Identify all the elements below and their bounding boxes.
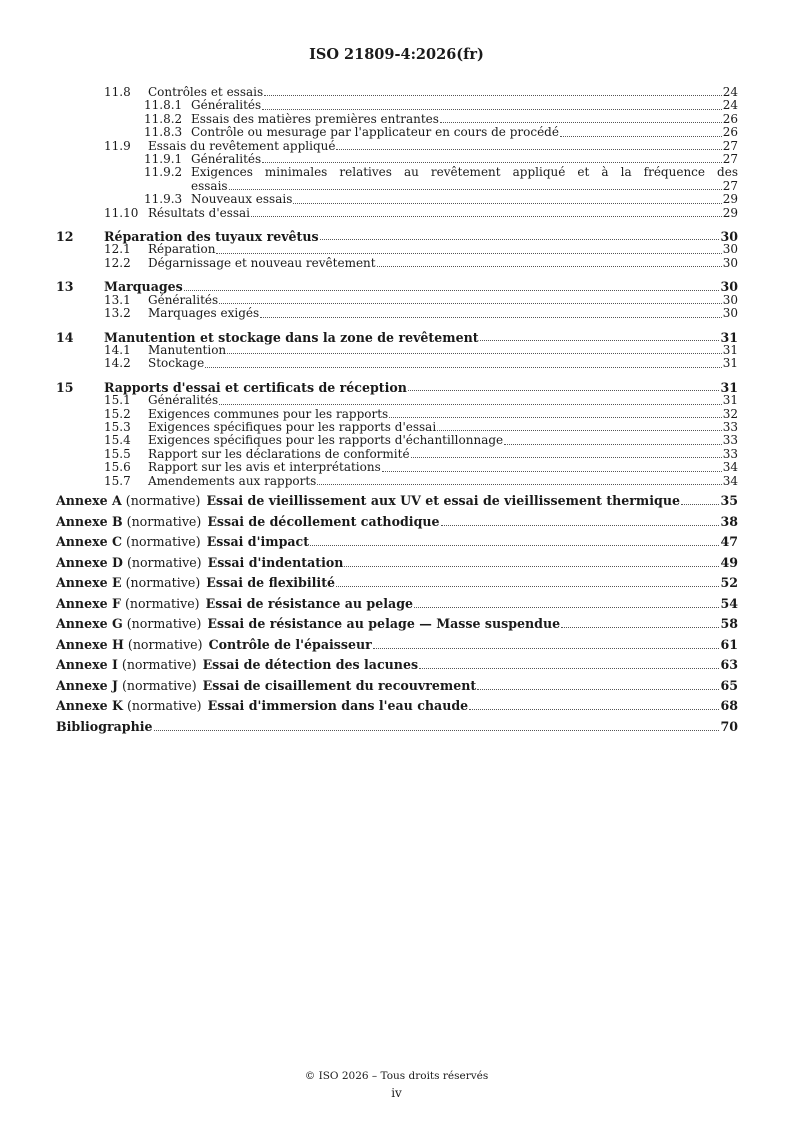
dot-leader: [373, 648, 720, 649]
toc-page: 70: [720, 718, 738, 734]
toc-title: Stockage: [148, 356, 205, 371]
dot-leader: [480, 340, 720, 341]
toc-number: 15.3: [104, 419, 131, 434]
dot-leader: [264, 95, 722, 96]
annex-title: Essai d'impact: [206, 534, 310, 550]
toc-page: 31: [722, 342, 738, 357]
toc-page: 31: [722, 393, 738, 408]
toc-annex-f[interactable]: [56, 597, 738, 611]
annex-title: Essai de détection des lacunes: [202, 657, 419, 673]
toc-number: 12.2: [104, 255, 131, 270]
toc-page: 31: [722, 356, 738, 371]
toc-number: 13.2: [104, 306, 131, 321]
dot-leader: [262, 162, 722, 163]
annex-label: Annexe D: [56, 554, 123, 570]
toc-entry-13[interactable]: [56, 280, 738, 293]
toc-annex-i[interactable]: [56, 658, 738, 672]
toc-title: Manutention: [148, 342, 227, 357]
annex-type: (normative): [126, 698, 202, 714]
annex-title: Contrôle de l'épaisseur: [208, 636, 372, 652]
toc-title: Exigences communes pour les rapports: [148, 406, 389, 421]
annex-type: (normative): [121, 677, 197, 693]
toc-page: 24: [722, 98, 738, 113]
toc-page: 35: [720, 493, 738, 509]
toc-entry-11-8[interactable]: [56, 86, 738, 99]
toc-annex-k[interactable]: [56, 699, 738, 713]
toc-number: 11.8.1: [144, 98, 183, 113]
toc-title: Rapport sur les déclarations de conformité: [148, 446, 410, 461]
toc-page: 47: [720, 534, 738, 550]
toc-number: 14.2: [104, 356, 131, 371]
toc-page: 29: [722, 205, 738, 220]
toc-annex-d[interactable]: [56, 556, 738, 570]
dot-leader: [216, 253, 721, 254]
toc-page: 33: [722, 419, 738, 434]
toc-title: Résultats d'essai: [148, 205, 251, 220]
dot-leader: [411, 457, 722, 458]
annex-type: (normative): [126, 554, 202, 570]
toc-page: 30: [722, 306, 738, 321]
toc-entry-12-2[interactable]: [56, 257, 738, 270]
toc-entry-15-4[interactable]: [56, 434, 738, 447]
annex-label: Annexe H: [56, 636, 124, 652]
toc-number: 13.1: [104, 292, 131, 307]
toc-page: 34: [722, 473, 738, 488]
dot-leader: [389, 417, 722, 418]
toc-page: 58: [720, 616, 738, 632]
toc-title: Contrôles et essais: [148, 85, 264, 99]
toc-page: 68: [720, 698, 738, 714]
annex-title: Essai de vieillissement aux UV et essai de vieillissement thermique: [206, 493, 681, 509]
dot-leader: [504, 444, 722, 445]
annex-title: Essai d'indentation: [207, 554, 344, 570]
toc-annex-a[interactable]: [56, 494, 738, 508]
toc-page: 49: [720, 554, 738, 570]
annex-label: Annexe F: [56, 595, 121, 611]
toc-entry-13-1[interactable]: [56, 294, 738, 307]
toc-number: 14: [56, 329, 74, 345]
toc-page: 38: [720, 513, 738, 529]
toc-number: 11.10: [104, 205, 139, 220]
toc-number: 13: [56, 279, 74, 295]
dot-leader: [262, 109, 722, 110]
toc-title: Marquages exigés: [148, 306, 260, 321]
toc-page: 27: [722, 138, 738, 153]
dot-leader: [317, 484, 721, 485]
toc-number: 12.1: [104, 242, 131, 257]
toc-page: 52: [720, 575, 738, 591]
toc-entry-15-3[interactable]: [56, 421, 738, 434]
toc-entry-11-8-1[interactable]: [56, 99, 738, 112]
annex-label: Annexe G: [56, 616, 123, 632]
dot-leader: [336, 149, 721, 150]
toc-title: Généralités: [148, 393, 219, 408]
toc-number: 15.7: [104, 473, 131, 488]
toc-title: Exigences minimales relatives au revêtement appliqué et à la fréquence des: [191, 165, 738, 180]
toc-number: 12: [56, 229, 74, 245]
annex-label: Annexe A: [56, 493, 122, 509]
toc-title: Dégarnissage et nouveau revêtement: [148, 255, 376, 270]
dot-leader: [560, 136, 722, 137]
dot-leader: [408, 390, 720, 391]
dot-leader: [414, 607, 719, 608]
copyright-footer: © ISO 2026 – Tous droits réservés: [304, 1070, 489, 1082]
toc-page: 65: [720, 677, 738, 693]
toc-entry-15[interactable]: [56, 381, 738, 394]
annex-title: Essai de décollement cathodique: [207, 513, 440, 529]
toc-title: Rapport sur les avis et interprétations: [148, 460, 381, 475]
annex-label: Annexe E: [56, 575, 122, 591]
toc-page: 27: [722, 152, 738, 167]
toc-entry-11-9[interactable]: [56, 140, 738, 153]
annex-type: (normative): [121, 657, 197, 673]
toc-page: 63: [720, 657, 738, 673]
dot-leader: [377, 266, 722, 267]
dot-leader: [344, 566, 719, 567]
annex-title: Essai de résistance au pelage: [205, 595, 414, 611]
toc-number: 11.9.1: [144, 152, 183, 167]
annex-label: Annexe J: [56, 677, 118, 693]
toc-page: 26: [722, 125, 738, 140]
toc-number: 11.8.2: [144, 111, 183, 126]
annex-title: Essai d'immersion dans l'eau chaude: [207, 698, 469, 714]
toc-title: Exigences spécifiques pour les rapports d'échantillonnage: [148, 433, 504, 448]
toc-title: Contrôle ou mesurage par l'applicateur en cours de procédé: [191, 125, 559, 140]
annex-title: Essai de résistance au pelage — Masse suspendue: [207, 616, 561, 632]
toc-title: Essais des matières premières entrantes: [191, 111, 439, 126]
dot-leader: [219, 303, 722, 304]
dot-leader: [441, 525, 720, 526]
toc-page: 30: [722, 242, 738, 257]
toc-entry-15-7[interactable]: [56, 475, 738, 488]
toc-page: 54: [720, 595, 738, 611]
toc-annex-b[interactable]: [56, 515, 738, 529]
dot-leader: [184, 290, 720, 291]
document-header: ISO 21809-4:2026(fr): [309, 46, 484, 63]
toc-page: 30: [722, 255, 738, 270]
dot-leader: [477, 689, 719, 690]
toc-page: 34: [722, 460, 738, 475]
toc-page: 33: [722, 433, 738, 448]
toc-number: 14.1: [104, 342, 131, 357]
toc-page: 31: [720, 379, 738, 395]
toc-title-continued: essais: [191, 178, 228, 193]
dot-leader: [260, 317, 722, 318]
annex-label: Annexe I: [56, 657, 118, 673]
annex-type: (normative): [126, 616, 202, 632]
toc-entry-15-5[interactable]: [56, 448, 738, 461]
toc-bibliography[interactable]: [56, 720, 738, 734]
annex-type: (normative): [125, 493, 201, 509]
toc-page: 29: [722, 192, 738, 207]
dot-leader: [419, 668, 719, 669]
annex-title: Essai de flexibilité: [206, 575, 336, 591]
toc-number: 11.9: [104, 138, 131, 153]
toc-entry-11-9-3[interactable]: [56, 193, 738, 206]
toc-page: 33: [722, 446, 738, 461]
annex-type: (normative): [126, 534, 201, 550]
toc-number: 15.5: [104, 446, 131, 461]
toc-page: 30: [722, 292, 738, 307]
annex-type: (normative): [127, 636, 203, 652]
annex-title: Essai de cisaillement du recouvrement: [202, 677, 477, 693]
annex-label: Annexe B: [56, 513, 123, 529]
toc-number: 11.9.2: [144, 165, 183, 180]
toc-title: Rapports d'essai et certificats de réception: [104, 379, 407, 395]
dot-leader: [227, 353, 722, 354]
toc-entry-11-8-2[interactable]: [56, 113, 738, 126]
annex-label: Annexe K: [56, 698, 123, 714]
toc-page: 30: [720, 229, 738, 245]
toc-entry-11-9-2[interactable]: [56, 166, 738, 193]
toc-entry-15-1[interactable]: [56, 394, 738, 407]
toc-entry-14-2[interactable]: [56, 357, 738, 370]
toc-number: 11.8.3: [144, 125, 183, 140]
dot-leader: [229, 189, 722, 190]
bibliography-title: Bibliographie: [56, 718, 153, 734]
toc-page: 24: [722, 85, 738, 99]
dot-leader: [469, 709, 719, 710]
annex-type: (normative): [124, 595, 200, 611]
toc-annex-c[interactable]: [56, 535, 738, 549]
page-number: iv: [391, 1086, 402, 1100]
toc-entry-14-1[interactable]: [56, 344, 738, 357]
toc-entry-14[interactable]: [56, 331, 738, 344]
toc-title: Nouveaux essais: [191, 192, 293, 207]
dot-leader: [336, 586, 719, 587]
toc-entry-13-2[interactable]: [56, 307, 738, 320]
toc-number: 15.2: [104, 406, 131, 421]
toc-page: 26: [722, 111, 738, 126]
toc-entry-15-6[interactable]: [56, 461, 738, 474]
toc-number: 15.1: [104, 393, 131, 408]
dot-leader: [440, 122, 722, 123]
toc-entry-15-2[interactable]: [56, 408, 738, 421]
toc-annex-j[interactable]: [56, 679, 738, 693]
toc-title: Généralités: [191, 152, 262, 167]
table-of-contents: [56, 86, 738, 734]
toc-entry-12[interactable]: [56, 230, 738, 243]
dot-leader: [681, 504, 719, 505]
toc-entry-11-8-3[interactable]: [56, 126, 738, 139]
toc-number: 11.9.3: [144, 192, 183, 207]
dot-leader: [382, 471, 722, 472]
toc-title: Réparation des tuyaux revêtus: [104, 229, 319, 245]
toc-title: Marquages: [104, 279, 183, 295]
annex-type: (normative): [126, 513, 202, 529]
toc-annex-h[interactable]: [56, 638, 738, 652]
toc-title: Exigences spécifiques pour les rapports d'essai: [148, 419, 437, 434]
toc-title: Manutention et stockage dans la zone de revêtement: [104, 329, 479, 345]
dot-leader: [251, 216, 722, 217]
dot-leader: [205, 367, 722, 368]
dot-leader: [219, 404, 722, 405]
toc-number: 15.4: [104, 433, 131, 448]
toc-title: Amendements aux rapports: [148, 473, 317, 488]
toc-entry-11-10[interactable]: [56, 207, 738, 220]
dot-leader: [437, 430, 722, 431]
toc-number: 15.6: [104, 460, 131, 475]
toc-title: Généralités: [148, 292, 219, 307]
toc-page: 30: [720, 279, 738, 295]
dot-leader: [561, 627, 719, 628]
toc-page: 27: [722, 178, 738, 193]
toc-page: 31: [720, 329, 738, 345]
toc-entry-11-9-1[interactable]: [56, 153, 738, 166]
toc-annex-g[interactable]: [56, 617, 738, 631]
toc-title: Réparation: [148, 242, 216, 257]
annex-label: Annexe C: [56, 534, 123, 550]
toc-annex-e[interactable]: [56, 576, 738, 590]
dot-leader: [310, 545, 719, 546]
dot-leader: [154, 730, 720, 731]
toc-page: 61: [720, 636, 738, 652]
toc-number: 11.8: [104, 85, 131, 99]
toc-entry-12-1[interactable]: [56, 243, 738, 256]
toc-page: 32: [722, 406, 738, 421]
dot-leader: [320, 239, 720, 240]
toc-title: Essais du revêtement appliqué: [148, 138, 336, 153]
dot-leader: [293, 203, 721, 204]
toc-number: 15: [56, 379, 74, 395]
annex-type: (normative): [125, 575, 201, 591]
toc-title: Généralités: [191, 98, 262, 113]
